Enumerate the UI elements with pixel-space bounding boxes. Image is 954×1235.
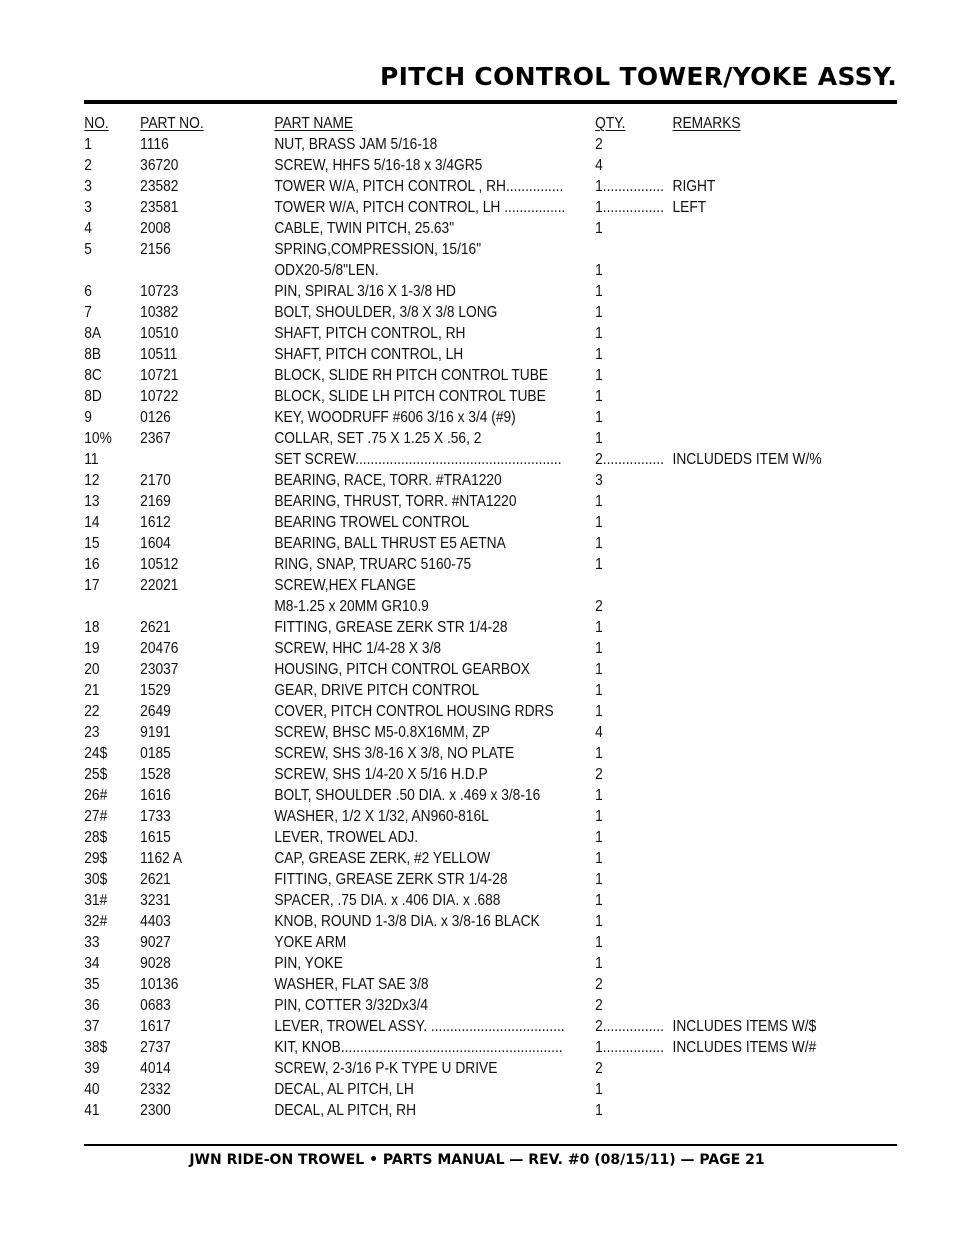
- quantity: 1: [595, 955, 603, 972]
- footer-rule: [84, 1144, 897, 1146]
- part-number: 0126: [140, 409, 171, 426]
- part-number: 1528: [140, 766, 171, 783]
- quantity: 2: [595, 997, 603, 1014]
- part-name: SPRING,COMPRESSION, 15/16": [274, 241, 482, 258]
- part-number: 2008: [140, 220, 171, 237]
- part-name: SCREW, BHSC M5-0.8X16MM, ZP: [274, 724, 490, 741]
- part-name: GEAR, DRIVE PITCH CONTROL: [274, 682, 480, 699]
- table-row: [0, 1016, 820, 1037]
- header-part-name: PART NAME: [274, 115, 354, 132]
- table-row: [0, 974, 820, 995]
- part-name: ODX20-5/8"LEN.: [274, 262, 379, 279]
- table-row: [0, 365, 820, 386]
- part-number: 2300: [140, 1102, 171, 1119]
- part-name: KNOB, ROUND 1-3/8 DIA. x 3/8-16 BLACK: [274, 913, 540, 930]
- table-row: [0, 638, 820, 659]
- table-row: [0, 260, 820, 281]
- table-row: [0, 1058, 820, 1079]
- table-row: [0, 449, 820, 470]
- quantity: 1: [595, 535, 603, 552]
- part-name: BOLT, SHOULDER .50 DIA. x .469 x 3/8-16: [274, 787, 541, 804]
- quantity: 1: [595, 913, 603, 930]
- page-title: PITCH CONTROL TOWER/YOKE ASSY.: [379, 62, 897, 91]
- part-name: BEARING TROWEL CONTROL: [274, 514, 470, 531]
- part-name: PIN, YOKE: [274, 955, 343, 972]
- table-row: [0, 722, 820, 743]
- part-name: TOWER W/A, PITCH CONTROL, LH ................: [274, 199, 566, 216]
- part-name: KEY, WOODRUFF #606 3/16 x 3/4 (#9): [274, 409, 516, 426]
- table-row: [0, 281, 820, 302]
- part-number: 20476: [140, 640, 179, 657]
- part-number: 36720: [140, 157, 179, 174]
- quantity: 4: [595, 724, 603, 741]
- table-row: [0, 890, 820, 911]
- part-name: COLLAR, SET .75 X 1.25 X .56, 2: [274, 430, 482, 447]
- table-row: [0, 386, 820, 407]
- item-number: 26#: [84, 787, 108, 804]
- quantity: 1: [595, 682, 603, 699]
- parts-list-header: [0, 113, 820, 134]
- part-name: DECAL, AL PITCH, LH: [274, 1081, 414, 1098]
- part-number: 1615: [140, 829, 171, 846]
- part-number: 23582: [140, 178, 179, 195]
- item-number: 23: [84, 724, 100, 741]
- part-name: BLOCK, SLIDE RH PITCH CONTROL TUBE: [274, 367, 549, 384]
- item-number: 24$: [84, 745, 108, 762]
- quantity: 1: [595, 703, 603, 720]
- page-footer: JWN RIDE-ON TROWEL • PARTS MANUAL — REV. #0 (08/15/11) — PAGE 21: [189, 1152, 765, 1168]
- part-number: 10512: [140, 556, 179, 573]
- part-name: WASHER, 1/2 X 1/32, AN960-816L: [274, 808, 489, 825]
- part-number: 23037: [140, 661, 179, 678]
- part-name: SHAFT, PITCH CONTROL, LH: [274, 346, 464, 363]
- header-no: NO.: [84, 115, 109, 132]
- table-row: [0, 1100, 820, 1121]
- quantity: 1: [595, 388, 603, 405]
- quantity: 2: [595, 1060, 603, 1077]
- table-row: [0, 239, 820, 260]
- item-number: 16: [84, 556, 100, 573]
- table-row: [0, 155, 820, 176]
- item-number: 9: [84, 409, 92, 426]
- table-row: [0, 470, 820, 491]
- part-number: 2621: [140, 619, 171, 636]
- part-number: 1162 A: [140, 850, 183, 867]
- item-number: 29$: [84, 850, 108, 867]
- quantity: 3: [595, 472, 603, 489]
- part-number: 9027: [140, 934, 171, 951]
- table-row: [0, 617, 820, 638]
- item-number: 2: [84, 157, 92, 174]
- part-name: SCREW, HHFS 5/16-18 x 3/4GR5: [274, 157, 483, 174]
- table-row: [0, 575, 820, 596]
- quantity: 1: [595, 871, 603, 888]
- item-number: 3: [84, 199, 92, 216]
- part-number: 10510: [140, 325, 179, 342]
- item-number: 7: [84, 304, 92, 321]
- item-number: 11: [84, 451, 99, 468]
- table-row: [0, 827, 820, 848]
- part-number: 1733: [140, 808, 171, 825]
- part-name: DECAL, AL PITCH, RH: [274, 1102, 417, 1119]
- part-number: 1604: [140, 535, 171, 552]
- quantity: 1: [595, 619, 603, 636]
- item-number: 15: [84, 535, 100, 552]
- table-row: [0, 932, 820, 953]
- part-number: 10722: [140, 388, 179, 405]
- item-number: 5: [84, 241, 92, 258]
- part-name: FITTING, GREASE ZERK STR 1/4-28: [274, 619, 508, 636]
- part-number: 10511: [140, 346, 178, 363]
- part-number: 1116: [140, 136, 169, 153]
- table-row: [0, 512, 820, 533]
- table-row: [0, 869, 820, 890]
- item-number: 32#: [84, 913, 108, 930]
- part-name: WASHER, FLAT SAE 3/8: [274, 976, 429, 993]
- remarks: LEFT: [672, 199, 707, 216]
- table-row: [0, 1037, 820, 1058]
- part-name: TOWER W/A, PITCH CONTROL , RH...............: [274, 178, 564, 195]
- item-number: 22: [84, 703, 100, 720]
- quantity: 1................: [595, 1039, 664, 1056]
- table-row: [0, 344, 820, 365]
- part-name: SET SCREW......................................................: [274, 451, 562, 468]
- quantity: 1: [595, 829, 603, 846]
- table-row: [0, 953, 820, 974]
- item-number: 40: [84, 1081, 100, 1098]
- part-number: 2367: [140, 430, 171, 447]
- item-number: 1: [84, 136, 92, 153]
- quantity: 1: [595, 430, 603, 447]
- part-number: 0683: [140, 997, 171, 1014]
- item-number: 35: [84, 976, 100, 993]
- part-number: 2332: [140, 1081, 171, 1098]
- table-row: [0, 680, 820, 701]
- part-name: KIT, KNOB..........................................................: [274, 1039, 563, 1056]
- table-row: [0, 764, 820, 785]
- title-rule: [84, 100, 897, 104]
- table-row: [0, 302, 820, 323]
- quantity: 2................: [595, 451, 664, 468]
- item-number: 31#: [84, 892, 108, 909]
- quantity: 1: [595, 808, 603, 825]
- remarks: RIGHT: [672, 178, 716, 195]
- header-qty: QTY.: [595, 115, 626, 132]
- part-number: 1616: [140, 787, 171, 804]
- part-number: 3231: [140, 892, 171, 909]
- part-name: RING, SNAP, TRUARC 5160-75: [274, 556, 472, 573]
- remarks: INCLUDEDS ITEM W/%: [672, 451, 822, 468]
- parts-list: [0, 113, 954, 1121]
- item-number: 13: [84, 493, 100, 510]
- part-number: 1612: [140, 514, 171, 531]
- part-name: PIN, SPIRAL 3/16 X 1-3/8 HD: [274, 283, 456, 300]
- table-row: [0, 554, 820, 575]
- part-number: 2170: [140, 472, 171, 489]
- item-number: 30$: [84, 871, 108, 888]
- quantity: 1: [595, 745, 603, 762]
- part-number: 2649: [140, 703, 171, 720]
- part-number: 2169: [140, 493, 171, 510]
- quantity: 1: [595, 514, 603, 531]
- part-name: SCREW, SHS 3/8-16 X 3/8, NO PLATE: [274, 745, 515, 762]
- quantity: 1: [595, 262, 603, 279]
- part-number: 0185: [140, 745, 171, 762]
- item-number: 38$: [84, 1039, 108, 1056]
- part-name: BOLT, SHOULDER, 3/8 X 3/8 LONG: [274, 304, 498, 321]
- quantity: 1................: [595, 178, 664, 195]
- table-row: [0, 995, 820, 1016]
- part-number: 1617: [140, 1018, 171, 1035]
- part-name: COVER, PITCH CONTROL HOUSING RDRS: [274, 703, 554, 720]
- part-number: 2737: [140, 1039, 171, 1056]
- part-number: 1529: [140, 682, 171, 699]
- part-number: 2156: [140, 241, 171, 258]
- quantity: 2: [595, 766, 603, 783]
- item-number: 6: [84, 283, 92, 300]
- quantity: 2: [595, 136, 603, 153]
- table-row: [0, 428, 820, 449]
- part-number: 9191: [140, 724, 171, 741]
- table-row: [0, 134, 820, 155]
- part-number: 10723: [140, 283, 179, 300]
- part-name: BLOCK, SLIDE LH PITCH CONTROL TUBE: [274, 388, 546, 405]
- table-row: [0, 596, 820, 617]
- quantity: 1: [595, 220, 603, 237]
- part-name: SHAFT, PITCH CONTROL, RH: [274, 325, 466, 342]
- item-number: 17: [84, 577, 100, 594]
- part-name: BEARING, THRUST, TORR. #NTA1220: [274, 493, 517, 510]
- item-number: 34: [84, 955, 100, 972]
- quantity: 4: [595, 157, 603, 174]
- part-name: SCREW, 2-3/16 P-K TYPE U DRIVE: [274, 1060, 498, 1077]
- part-name: LEVER, TROWEL ASSY. ...................................: [274, 1018, 565, 1035]
- quantity: 1: [595, 661, 603, 678]
- table-row: [0, 323, 820, 344]
- item-number: 41: [84, 1102, 100, 1119]
- item-number: 14: [84, 514, 100, 531]
- table-row: [0, 785, 820, 806]
- quantity: 1: [595, 283, 603, 300]
- header-remarks: REMARKS: [672, 115, 741, 132]
- quantity: 1: [595, 493, 603, 510]
- quantity: 2................: [595, 1018, 664, 1035]
- quantity: 1: [595, 640, 603, 657]
- item-number: 8D: [84, 388, 102, 405]
- part-name: NUT, BRASS JAM 5/16-18: [274, 136, 438, 153]
- quantity: 1: [595, 325, 603, 342]
- quantity: 1: [595, 304, 603, 321]
- part-number: 22021: [140, 577, 179, 594]
- item-number: 3: [84, 178, 92, 195]
- part-name: LEVER, TROWEL ADJ.: [274, 829, 419, 846]
- quantity: 1: [595, 367, 603, 384]
- part-name: SCREW, SHS 1/4-20 X 5/16 H.D.P: [274, 766, 488, 783]
- item-number: 19: [84, 640, 100, 657]
- part-name: CABLE, TWIN PITCH, 25.63": [274, 220, 455, 237]
- part-number: 4014: [140, 1060, 171, 1077]
- part-number: 2621: [140, 871, 171, 888]
- remarks: INCLUDES ITEMS W/$: [672, 1018, 817, 1035]
- table-row: [0, 743, 820, 764]
- table-row: [0, 533, 820, 554]
- item-number: 20: [84, 661, 100, 678]
- item-number: 8A: [84, 325, 102, 342]
- table-row: [0, 806, 820, 827]
- table-row: [0, 176, 820, 197]
- part-name: HOUSING, PITCH CONTROL GEARBOX: [274, 661, 530, 678]
- quantity: 1: [595, 556, 603, 573]
- quantity: 1: [595, 1081, 603, 1098]
- table-row: [0, 848, 820, 869]
- quantity: 1: [595, 892, 603, 909]
- part-name: SCREW, HHC 1/4-28 X 3/8: [274, 640, 442, 657]
- header-part-no: PART NO.: [140, 115, 204, 132]
- item-number: 4: [84, 220, 92, 237]
- item-number: 28$: [84, 829, 108, 846]
- part-number: 4403: [140, 913, 171, 930]
- part-number: 10382: [140, 304, 179, 321]
- item-number: 21: [84, 682, 100, 699]
- quantity: 1: [595, 346, 603, 363]
- part-number: 10136: [140, 976, 179, 993]
- part-name: PIN, COTTER 3/32Dx3/4: [274, 997, 429, 1014]
- quantity: 1: [595, 787, 603, 804]
- table-row: [0, 701, 820, 722]
- item-number: 25$: [84, 766, 108, 783]
- part-name: CAP, GREASE ZERK, #2 YELLOW: [274, 850, 491, 867]
- quantity: 1: [595, 1102, 603, 1119]
- quantity: 1: [595, 409, 603, 426]
- item-number: 8C: [84, 367, 102, 384]
- table-row: [0, 197, 820, 218]
- part-name: M8-1.25 x 20MM GR10.9: [274, 598, 429, 615]
- part-name: BEARING, BALL THRUST E5 AETNA: [274, 535, 506, 552]
- remarks: INCLUDES ITEMS W/#: [672, 1039, 817, 1056]
- part-number: 10721: [140, 367, 179, 384]
- item-number: 33: [84, 934, 100, 951]
- table-row: [0, 659, 820, 680]
- part-name: FITTING, GREASE ZERK STR 1/4-28: [274, 871, 508, 888]
- quantity: 2: [595, 976, 603, 993]
- table-row: [0, 407, 820, 428]
- item-number: 18: [84, 619, 100, 636]
- item-number: 10%: [84, 430, 112, 447]
- item-number: 39: [84, 1060, 100, 1077]
- quantity: 1: [595, 934, 603, 951]
- part-name: SPACER, .75 DIA. x .406 DIA. x .688: [274, 892, 501, 909]
- quantity: 1................: [595, 199, 664, 216]
- quantity: 2: [595, 598, 603, 615]
- item-number: 12: [84, 472, 100, 489]
- item-number: 36: [84, 997, 100, 1014]
- part-number: 23581: [140, 199, 179, 216]
- item-number: 27#: [84, 808, 108, 825]
- table-row: [0, 218, 820, 239]
- item-number: 8B: [84, 346, 102, 363]
- item-number: 37: [84, 1018, 100, 1035]
- part-name: BEARING, RACE, TORR. #TRA1220: [274, 472, 502, 489]
- table-row: [0, 491, 820, 512]
- table-row: [0, 1079, 820, 1100]
- part-number: 9028: [140, 955, 171, 972]
- part-name: YOKE ARM: [274, 934, 347, 951]
- part-name: SCREW,HEX FLANGE: [274, 577, 416, 594]
- table-row: [0, 911, 820, 932]
- quantity: 1: [595, 850, 603, 867]
